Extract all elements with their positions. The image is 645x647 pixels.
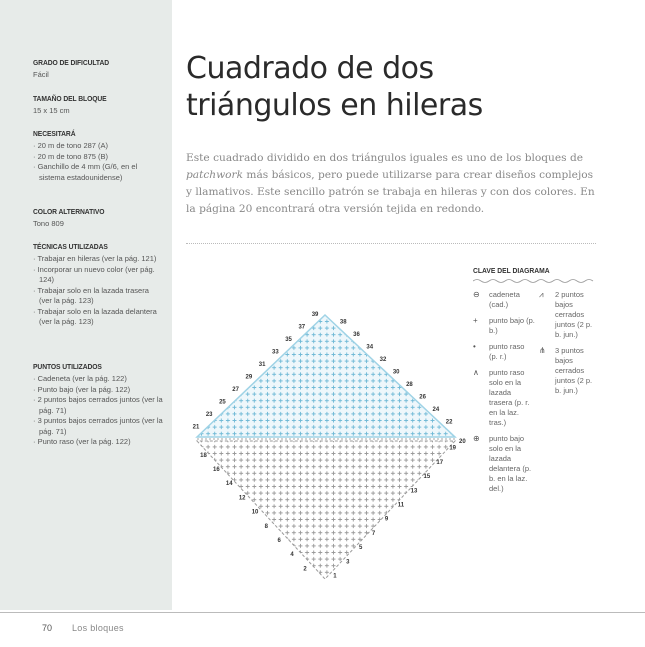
list-item: · Cadeneta (ver la pág. 122): [33, 374, 163, 385]
intro-italic: patchwork: [186, 169, 244, 181]
title-line-2: triángulos en hileras: [186, 88, 483, 123]
row-number: 36: [353, 331, 360, 338]
lower-triangle-stitches: [197, 441, 455, 579]
stitch-symbol-icon: •: [473, 342, 476, 351]
list-item: · 3 puntos bajos cerrados juntos (ver la pág. 71): [33, 416, 163, 437]
stitch-symbol-icon: +: [473, 316, 478, 325]
alt-color-value: Tono 809: [33, 219, 64, 228]
row-number: 7: [371, 530, 376, 537]
row-number: 2: [303, 566, 307, 573]
row-number: 19: [449, 445, 457, 452]
list-item: · 2 puntos bajos cerrados juntos (ver la pág. 71): [33, 395, 163, 416]
list-item: · Trabajar solo en la lazada trasera (ver la pág. 123): [33, 286, 163, 307]
size-value: 15 x 15 cm: [33, 106, 70, 115]
row-number: 10: [251, 509, 259, 516]
list-item: · Punto bajo (ver la pág. 122): [33, 385, 163, 396]
upper-triangle-stitches: [197, 315, 455, 437]
difficulty-section: [33, 58, 163, 81]
key-item: [539, 346, 599, 396]
stitch-symbol-icon: ⊕: [473, 434, 480, 443]
techniques-heading: TÉCNICAS UTILIZADAS: [33, 242, 108, 251]
difficulty-heading: GRADO DE DIFICULTAD: [33, 58, 110, 67]
key-right-column: [539, 290, 599, 402]
intro-text: más básicos, pero puede utilizarse para crear diseños complejos y llamativos. Este sencillo patrón se trabaja en hileras y con dos colores. En la página 20 encontrará otra versión tejida en redondo.: [186, 169, 595, 215]
key-label: cadeneta (cad.): [489, 290, 520, 309]
alt-color-section: [33, 207, 163, 230]
row-number: 32: [379, 356, 387, 363]
row-number: 28: [406, 381, 413, 388]
list-item: · Incorporar un nuevo color (ver pág. 124): [33, 265, 163, 286]
page-number: 70: [42, 623, 53, 633]
wavy-divider: [473, 278, 598, 284]
key-heading: CLAVE DEL DIAGRAMA: [473, 266, 550, 275]
key-item: [539, 290, 599, 340]
row-number: 31: [258, 362, 266, 369]
row-number: 35: [285, 337, 292, 344]
stitch-symbol-icon: ⊖: [473, 290, 480, 299]
list-item: · Trabajar en hileras (ver la pág. 121): [33, 254, 163, 265]
row-number: 6: [277, 537, 281, 544]
key-label: punto bajo (p. b.): [489, 316, 535, 335]
size-section: [33, 94, 163, 117]
row-number: 39: [311, 312, 319, 319]
diagram-key: [473, 266, 598, 493]
difficulty-value: Fácil: [33, 70, 49, 79]
row-number: 14: [225, 481, 233, 488]
alt-color-heading: COLOR ALTERNATIVO: [33, 207, 105, 216]
row-number: 17: [436, 459, 444, 466]
list-item: · Punto raso (ver la pág. 122): [33, 437, 163, 448]
section-name: Los bloques: [72, 623, 124, 633]
list-item: · Trabajar solo en la lazada delantera (ver la pág. 123): [33, 307, 163, 328]
key-label: punto bajo solo en la lazada delantera (p. b. en la laz. del.): [489, 434, 532, 493]
needs-heading: NECESITARÁ: [33, 129, 76, 138]
row-number: 29: [245, 374, 253, 381]
row-number: 9: [384, 516, 389, 523]
row-number: 16: [213, 466, 220, 473]
stitch-symbol-icon: ⩘: [539, 290, 544, 299]
intro-paragraph: [186, 150, 596, 218]
page-title: [186, 50, 483, 124]
row-number: 20: [459, 439, 466, 445]
row-number: 15: [423, 474, 431, 481]
row-number: 4: [290, 552, 294, 559]
stitch-symbol-icon: ⋔: [539, 346, 546, 355]
row-number: 5: [359, 545, 363, 552]
row-number: 26: [419, 394, 426, 401]
row-number: 38: [339, 319, 347, 326]
footer-rule: [0, 612, 645, 613]
key-left-column: [473, 290, 535, 500]
row-number: 22: [445, 419, 453, 426]
row-number: 25: [219, 399, 226, 406]
key-item: [473, 434, 535, 494]
row-number: 24: [432, 406, 440, 413]
stitches-heading: PUNTOS UTILIZADOS: [33, 362, 102, 371]
list-item: · 20 m de tono 875 (B): [33, 152, 163, 163]
row-number: 12: [238, 495, 246, 502]
list-item: · 20 m de tono 287 (A): [33, 141, 163, 152]
row-number: 21: [192, 424, 200, 431]
row-number: 30: [392, 369, 400, 376]
row-number: 37: [298, 324, 306, 331]
row-number: 34: [366, 344, 374, 351]
row-number: 13: [410, 488, 418, 495]
key-label: 2 puntos bajos cerrados juntos (2 p. b. jun.): [555, 290, 593, 339]
row-number: 11: [397, 502, 405, 509]
sidebar: [0, 0, 172, 610]
key-label: punto raso (p. r.): [489, 342, 525, 361]
title-line-1: Cuadrado de dos: [186, 51, 434, 86]
key-item: [473, 316, 535, 336]
key-item: [473, 290, 535, 310]
stitches-section: [33, 362, 163, 448]
row-number: 27: [232, 387, 239, 394]
key-item: [473, 342, 535, 362]
row-number: 33: [272, 349, 279, 356]
needs-section: [33, 129, 163, 183]
row-number: 8: [264, 523, 268, 530]
row-number: 3: [346, 559, 350, 566]
row-number: 1: [333, 573, 337, 580]
dotted-divider: [186, 243, 596, 244]
size-heading: TAMAÑO DEL BLOQUE: [33, 94, 107, 103]
key-label: punto raso solo en la lazada trasera (p. r. en la laz. tras.): [489, 368, 530, 427]
crochet-diagram: [185, 305, 475, 590]
row-number: 23: [205, 412, 213, 419]
techniques-section: [33, 242, 163, 328]
list-item: · Ganchillo de 4 mm (G/6, en el sistema estadounidense): [33, 162, 163, 183]
stitch-symbol-icon: ∧: [473, 368, 479, 377]
intro-text: Este cuadrado dividido en dos triángulos iguales es uno de los bloques de: [186, 152, 584, 164]
key-item: [473, 368, 535, 428]
key-label: 3 puntos bajos cerrados juntos (2 p. b. jun.): [555, 346, 593, 395]
row-number: 18: [200, 452, 207, 459]
